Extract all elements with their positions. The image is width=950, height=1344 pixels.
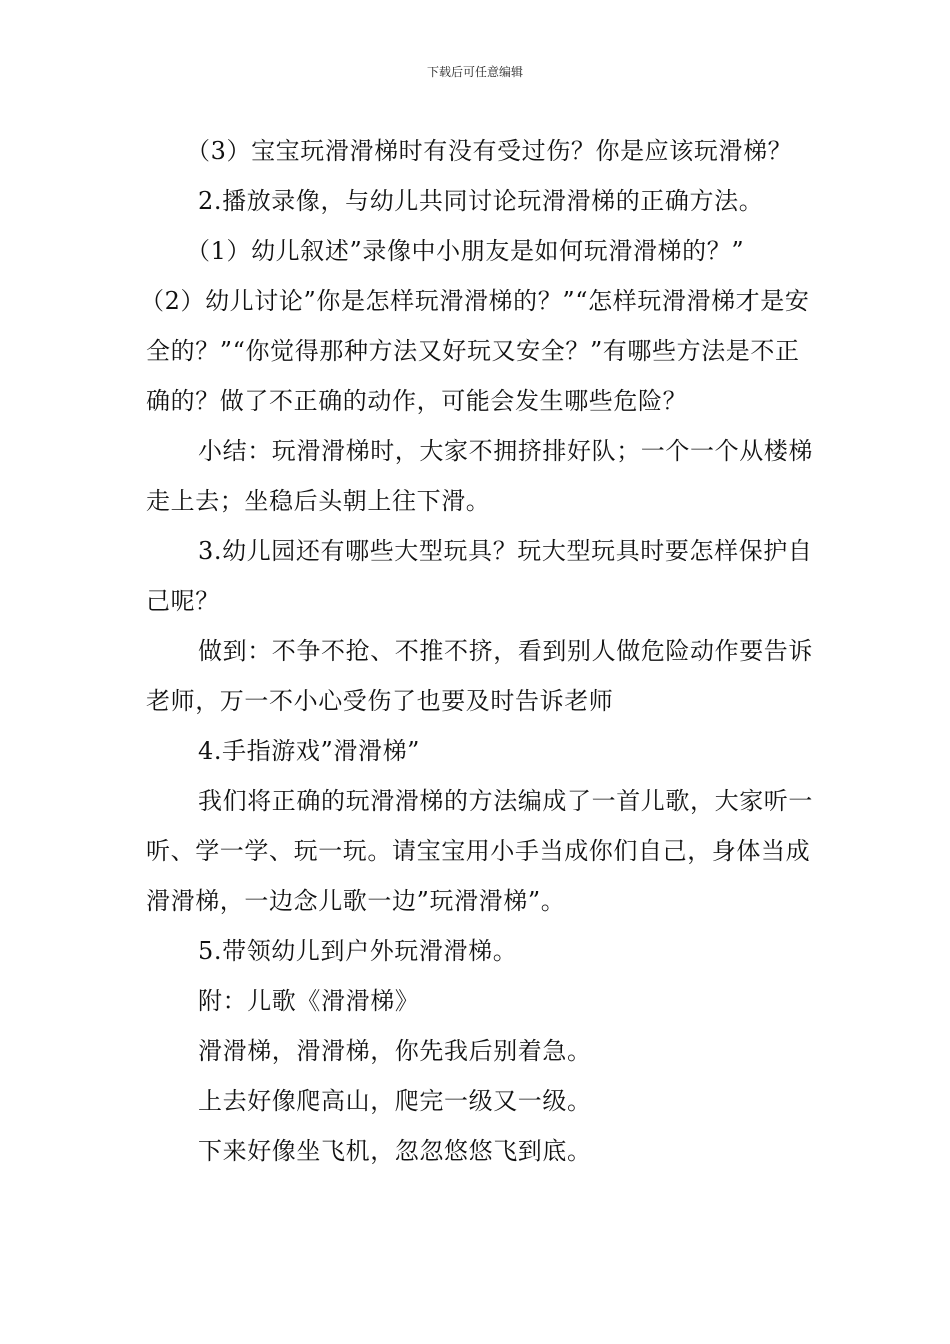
paragraph-sub-2: （2）幼儿讨论”你是怎样玩滑滑梯的？”“怎样玩滑滑梯才是安全的？”“你觉得那种方法又好玩又安全？”有哪些方法是不正确的？做了不正确的动作，可能会发生哪些危险？ <box>140 287 810 415</box>
paragraph-step-4: 4.手指游戏”滑滑梯” <box>198 737 421 765</box>
paragraph-question-3: （3）宝宝玩滑滑梯时有没有受过伤？你是应该玩滑梯？ <box>186 137 793 165</box>
paragraph-step-3: 3.幼儿园还有哪些大型玩具？玩大型玩具时要怎样保护自己呢？ <box>146 537 813 615</box>
song-line-2: 上去好像爬高山，爬完一级又一级。 <box>198 1087 592 1115</box>
page-header: 下载后可任意编辑 <box>426 65 523 79</box>
song-line-1: 滑滑梯，滑滑梯，你先我后别着急。 <box>198 1037 592 1065</box>
paragraph-rules: 做到：不争不抢、不推不挤，看到别人做危险动作要告诉老师，万一不小心受伤了也要及时告诉老师 <box>146 637 813 715</box>
paragraph-summary: 小结：玩滑滑梯时，大家不拥挤排好队；一个一个从楼梯走上去；坐稳后头朝上往下滑。 <box>146 437 813 515</box>
paragraph-step-5: 5.带领幼儿到户外玩滑滑梯。 <box>198 937 518 965</box>
paragraph-sub-1: （1）幼儿叙述”录像中小朋友是如何玩滑滑梯的？” <box>186 237 745 265</box>
paragraph-song-intro: 我们将正确的玩滑滑梯的方法编成了一首儿歌，大家听一听、学一学、玩一玩。请宝宝用小手当成你们自己，身体当成滑滑梯，一边念儿歌一边”玩滑滑梯”。 <box>146 787 813 915</box>
document-body <box>140 126 816 1176</box>
paragraph-step-2: 2.播放录像，与幼儿共同讨论玩滑滑梯的正确方法。 <box>198 187 764 215</box>
song-line-3: 下来好像坐飞机，忽忽悠悠飞到底。 <box>198 1137 592 1165</box>
paragraph-appendix-title: 附：儿歌《滑滑梯》 <box>198 987 420 1015</box>
